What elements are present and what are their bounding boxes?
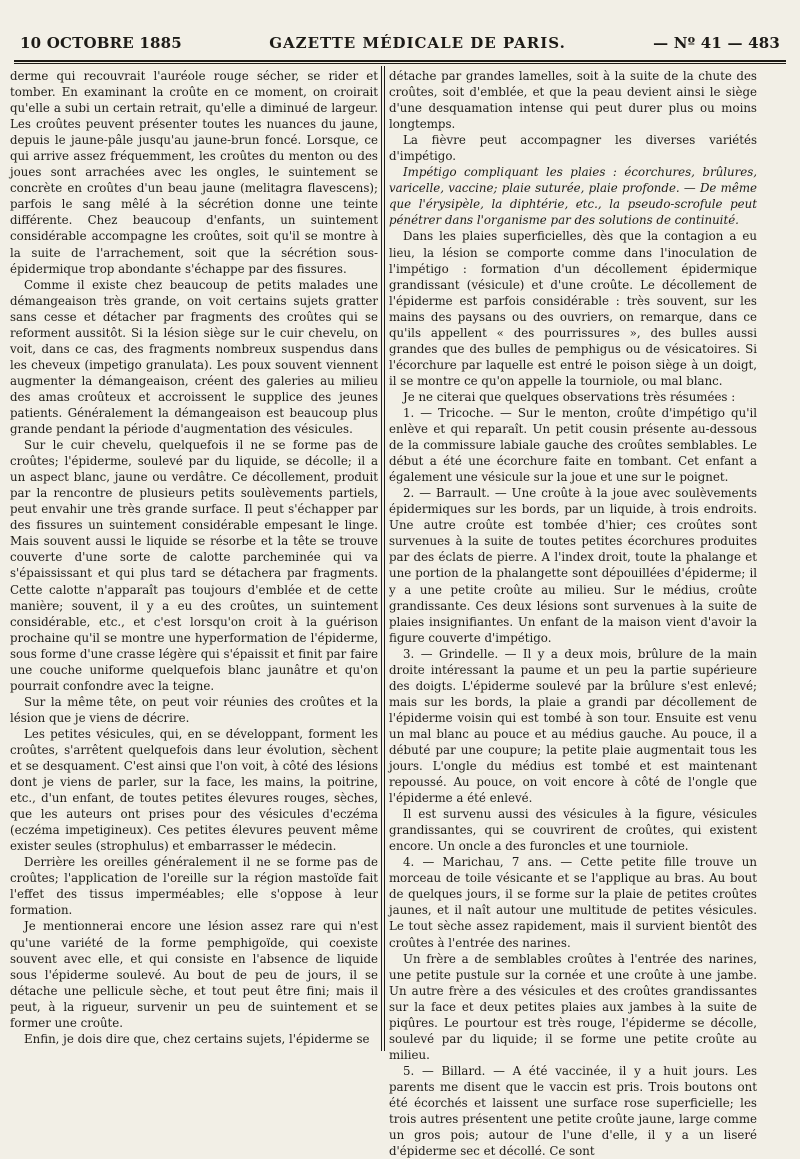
observation-4-continued: Un frère a de semblables croûtes à l'entrée des narines, une petite pustule sur la cornée et une croûte à une jambe. Un autre frère a des vésicules et des croûtes grandissantes sur la face et deux petites plaies aux jambes à la suite de piqûres. Le pourtour est très rouge, l'épiderme se décolle, soulevé par du liquide; il se forme une petite croûte au milieu. — [389, 951, 757, 1062]
right-paragraph-5: Je ne citerai que quelques observations très résumées : — [403, 389, 736, 404]
left-paragraph-7: Je mentionnerai encore une lésion assez rare qui n'est qu'une variété de la forme pemphigoïde, qui coexiste souvent avec elle, et qui consiste en l'absence de liquide sous l'épiderme soulevé. Au bout de peu de jours, il se détache une pellicule sèche, et tout peut être fini; mais il peut, à la rigueur, survenir un peu de suintement et se former une croûte. — [10, 919, 378, 1030]
column-divider — [381, 66, 382, 1051]
header-date: 10 OCTOBRE 1885 — [20, 34, 182, 52]
right-paragraph-3: Impétigo compliquant les plaies : écorchures, brûlures, varicelle, vaccine; plaie suturée, plaie profonde. — De même que l'érysipèle, la diphtérie, etc., la pseudo-scrofule peut pénétrer dans l'organisme par des solutions de continuité. — [389, 165, 757, 228]
left-column — [10, 68, 378, 1068]
right-paragraph-1: détache par grandes lamelles, soit à la suite de la chute des croûtes, soit d'emblée, et que la peau devient ainsi le siège d'une desquamation intense qui peut durer plus ou moins longtemps. — [389, 69, 757, 132]
right-paragraph-4: Dans les plaies superficielles, dès que la contagion a eu lieu, la lésion se comporte comme dans l'inoculation de l'impétigo : formation d'un décollement épidermique grandissant (vésicule) et d'une croûte. Le décollement de l'épiderme est parfois considérable : très souvent, sur les mains des paysans ou des ouvriers, on remarque, dans ce qu'ils appellent « des pourrissures », des bulles aussi grandes que des bulles de pemphigus ou de vésicatoires. Si l'écorchure par laquelle est entré le poison siège à un doigt, il se montre ce qu'on appelle la tourniole, ou mal blanc. — [389, 229, 757, 388]
observation-3: 3. — Grindelle. — Il y a deux mois, brûlure de la main droite intéressant la paume et un peu la partie supérieure des doigts. L'épiderme soulevé par la brûlure s'est enlevé; mais sur les bords, la plaie a grandi par décollement de l'épiderme voisin qui est tombé à son tour. Ensuite est venu un mal blanc au pouce et au médius gauche. Au pouce, il a débuté par une coupure; la petite plaie augmentait tous les jours. L'ongle du médius est tombé et est maintenant repoussé. Au pouce, on voit encore à côté de l'ongle que l'épiderme a été enlevé. — [389, 646, 757, 806]
left-paragraph-8: Enfin, je dois dire que, chez certains sujets, l'épiderme se — [24, 1031, 370, 1046]
header-rule — [14, 60, 786, 62]
observation-2: 2. — Barrault. — Une croûte à la joue avec soulèvements épidermiques sur les bords, par un liquide, à trois endroits. Une autre croûte est tombée d'hier; ces croûtes sont survenues à la suite de toutes petites écorchures produites par des éclats de pierre. A l'index droit, toute la phalange et une portion de la phalangette sont dépouillées d'épiderme; il y a une petite croûte au milieu. Sur le médius, croûte grandissante. Ces deux lésions sont survenues à la suite de plaies insignifiantes. Un enfant de la maison vient d'avoir la figure couverte d'impétigo. — [389, 486, 757, 645]
header-rule-thin — [14, 63, 786, 64]
observation-5: 5. — Billard. — A été vaccinée, il y a huit jours. Les parents me disent que le vaccin est pris. Trois boutons ont été écorchés et laissent une surface rose superficielle; les trois autres présentent une petite croûte jaune, large comme un gros pois; autour de l'une d'elle, il y a un liseré d'épiderme sec et décollé. Ce sont — [389, 1063, 757, 1159]
observation-1: 1. — Tricoche. — Sur le menton, croûte d'impétigo qu'il enlève et qui reparaît. Un petit cousin présente au-dessous de la commissure labiale gauche des croûtes semblables. Le début a été une écorchure faite en tombant. Cet enfant a également une vésicule sur la joue et une sur le poignet. — [389, 405, 757, 485]
column-divider-inner — [384, 66, 385, 1051]
left-paragraph-5: Les petites vésicules, qui, en se développant, forment les croûtes, s'arrêtent quelquefois dans leur évolution, sèchent et se desquament. C'est ainsi que l'on voit, à côté des lésions dont je viens de parler, sur la face, les mains, la poitrine, etc., d'un enfant, de toutes petites élevures rouges, sèches, que les auteurs ont prises pour des vésicules d'eczéma (eczéma impetigineux). Ces petites élevures peuvent même exister seules (strophulus) et embarrasser le médecin. — [10, 726, 378, 854]
header-issue: — Nº 41 — 483 — [653, 34, 780, 52]
left-paragraph-4: Sur la même tête, on peut voir réunies des croûtes et la lésion que je viens de décrire. — [10, 694, 378, 725]
observation-3-continued: Il est survenu aussi des vésicules à la figure, vésicules grandissantes, qui se couvrirent de croûtes, qui existent encore. Un oncle a des furoncles et une tourniole. — [389, 807, 757, 854]
left-paragraph-6: Derrière les oreilles généralement il ne se forme pas de croûtes; l'application de l'oreille sur la région mastoïde fait l'effet des tissus imperméables; elle s'oppose à leur formation. — [10, 855, 378, 918]
page-header — [20, 28, 780, 58]
header-title: GAZETTE MÉDICALE DE PARIS. — [269, 34, 566, 52]
left-paragraph-2: Comme il existe chez beaucoup de petits malades une démangeaison très grande, on voit certains sujets gratter sans cesse et détacher par fragments des croûtes qui se reforment aussitôt. Si la lésion siège sur le cuir chevelu, on voit, dans ce cas, des fragments nombreux suspendus dans les cheveux (impetigo granulata). Les poux souvent viennent augmenter la démangeaison, créent des galeries au milieu des amas croûteux et accroissent le supplice des jeunes patients. Généralement la démangeaison est beaucoup plus grande pendant la période d'augmentation des vésicules. — [10, 277, 378, 437]
observation-4: 4. — Marichau, 7 ans. — Cette petite fille trouve un morceau de toile vésicante et se l'applique au bras. Au bout de quelques jours, il se forme sur la plaie de petites croûtes jaunes, et il naît autour une multitude de petites vésicules. Le tout sèche assez rapidement, mais il survient bientôt des croûtes à l'entrée des narines. — [389, 855, 757, 950]
right-paragraph-2: La fièvre peut accompagner les diverses variétés d'impétigo. — [389, 133, 757, 164]
left-paragraph-3: Sur le cuir chevelu, quelquefois il ne se forme pas de croûtes; l'épiderme, soulevé par du liquide, se décolle; il a un aspect blanc, jaune ou verdâtre. Ce décollement, produit par la rencontre de plusieurs petits soulèvements partiels, peut envahir une très grande surface. Il peut s'échapper par des fissures un suintement considérable empesant le linge. Mais souvent aussi le liquide se résorbe et la tête se trouve couverte d'une sorte de calotte parcheminée qui va s'épaississant et qui plus tard se détachera par fragments. Cette calotte n'apparaît pas toujours d'emblée et de cette manière; souvent, il y a eu des croûtes, un suintement considérable, etc., et c'est lorsqu'on croit à la guérison prochaine qu'il se montre une hyperformation de l'épiderme, sous forme d'une crasse légère qui s'épaissit et finit par faire une couche uniforme quelquefois blanc jaunâtre et qu'on pourrait confondre avec la teigne. — [10, 438, 378, 693]
right-column — [389, 68, 757, 1159]
left-paragraph-1: derme qui recouvrait l'auréole rouge sécher, se rider et tomber. En examinant la croûte en ce moment, on croirait qu'elle a subi un certain retrait, qu'elle a diminué de largeur. Les croûtes peuvent présenter toutes les nuances du jaune, depuis le jaune-pâle jusqu'au jaune-brun foncé. Lorsque, ce qui arrive assez fréquemment, les croûtes du menton ou des joues sont arrachées avec les ongles, le suintement se concrète en croûtes d'un beau jaune (melitagra flavescens); parfois le sang mêlé à la sécrétion donne une teinte différente. Chez beaucoup d'enfants, un suintement considérable accompagne les croûtes, soit qu'il se montre à la suite de l'arrachement, soit que la sécrétion sous-épidermique trop abondante s'échappe par des fissures. — [10, 69, 378, 276]
